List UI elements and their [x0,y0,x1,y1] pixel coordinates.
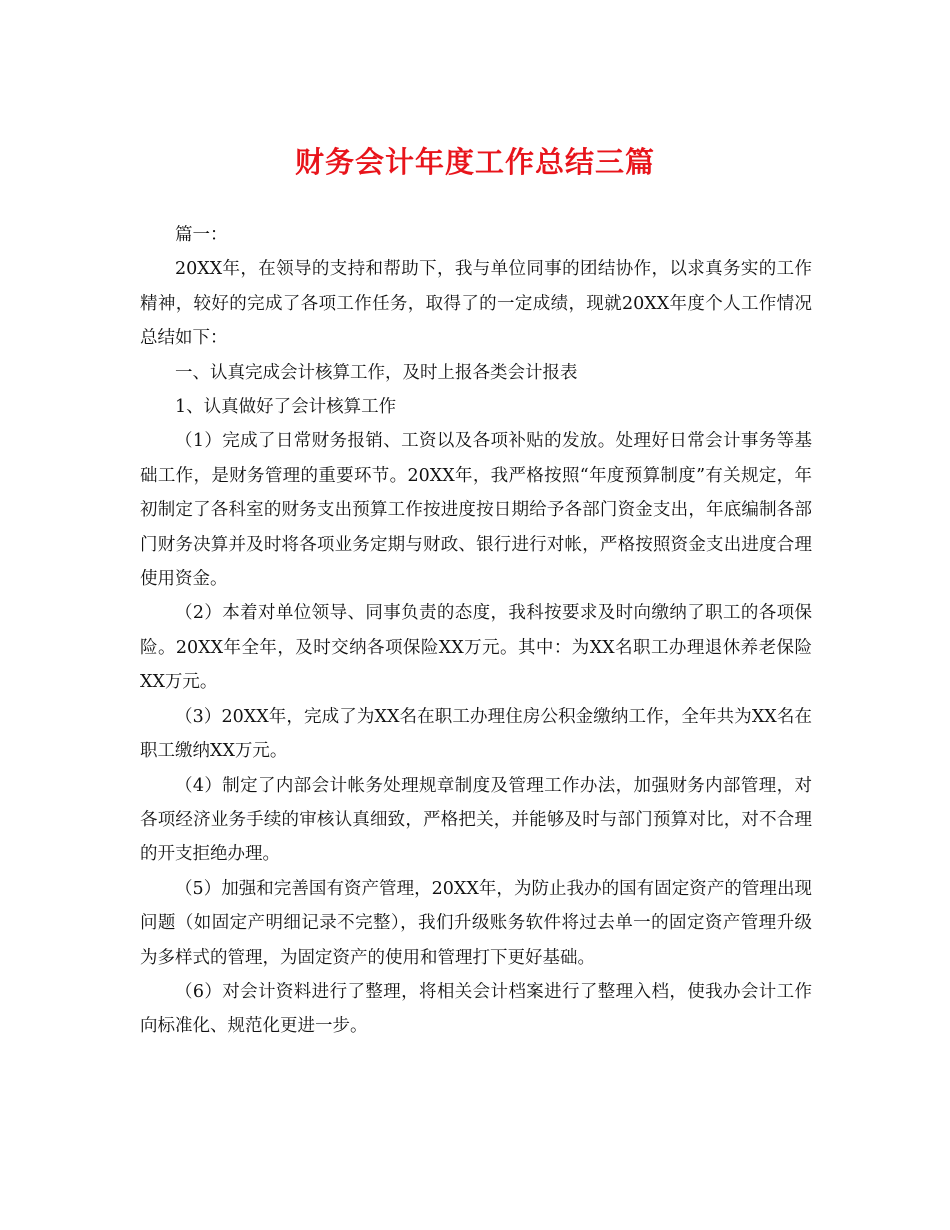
paragraph: 篇一： [175,225,228,245]
paragraph: （3）20XX年，完成了为XX名在职工办理住房公积金缴纳工作，全年共为XX名在职工缴纳XX万元。 [140,706,812,762]
paragraph: （5）加强和完善国有资产管理，20XX年，为防止我办的国有固定资产的管理出现问题（如固定产明细记录不完整），我们升级账务软件将过去单一的固定资产管理升级为多样式的管理，为固定资产的使用和管理打下更好基础。 [140,878,812,968]
paragraph: 20XX年，在领导的支持和帮助下，我与单位同事的团结协作，以求真务实的工作精神，较好的完成了各项工作任务，取得了的一定成绩，现就20XX年度个人工作情况总结如下： [140,259,812,349]
subsection-heading: 1、认真做好了会计核算工作 [175,397,397,418]
paragraph: （1）完成了日常财务报销、工资以及各项补贴的发放。处理好日常会计事务等基础工作，是财务管理的重要环节。20XX年，我严格按照“年度预算制度”有关规定，年初制定了各科室的财务支出预算工作按进度按日期给予各部门资金支出，年底编制各部门财务决算并及时将各项业务定期与财政、银行进行对帐，严格按照资金支出进度合理使用资金。 [140,431,812,590]
section-heading: 一、认真完成会计核算工作，及时上报各类会计报表 [175,362,578,383]
paragraph: （6）对会计资料进行了整理，将相关会计档案进行了整理入档，使我办会计工作向标准化、规范化更进一步。 [140,981,812,1037]
document-body [140,218,812,1044]
document-title: 财务会计年度工作总结三篇 [294,145,655,179]
paragraph: （4）制定了内部会计帐务处理规章制度及管理工作办法，加强财务内部管理，对各项经济业务手续的审核认真细致，严格把关，并能够及时与部门预算对比，对不合理的开支拒绝办理。 [140,775,812,865]
paragraph: （2）本着对单位领导、同事负责的态度，我科按要求及时向缴纳了职工的各项保险。20XX年全年，及时交纳各项保险XX万元。其中：为XX名职工办理退休养老保险XX万元。 [140,603,812,693]
